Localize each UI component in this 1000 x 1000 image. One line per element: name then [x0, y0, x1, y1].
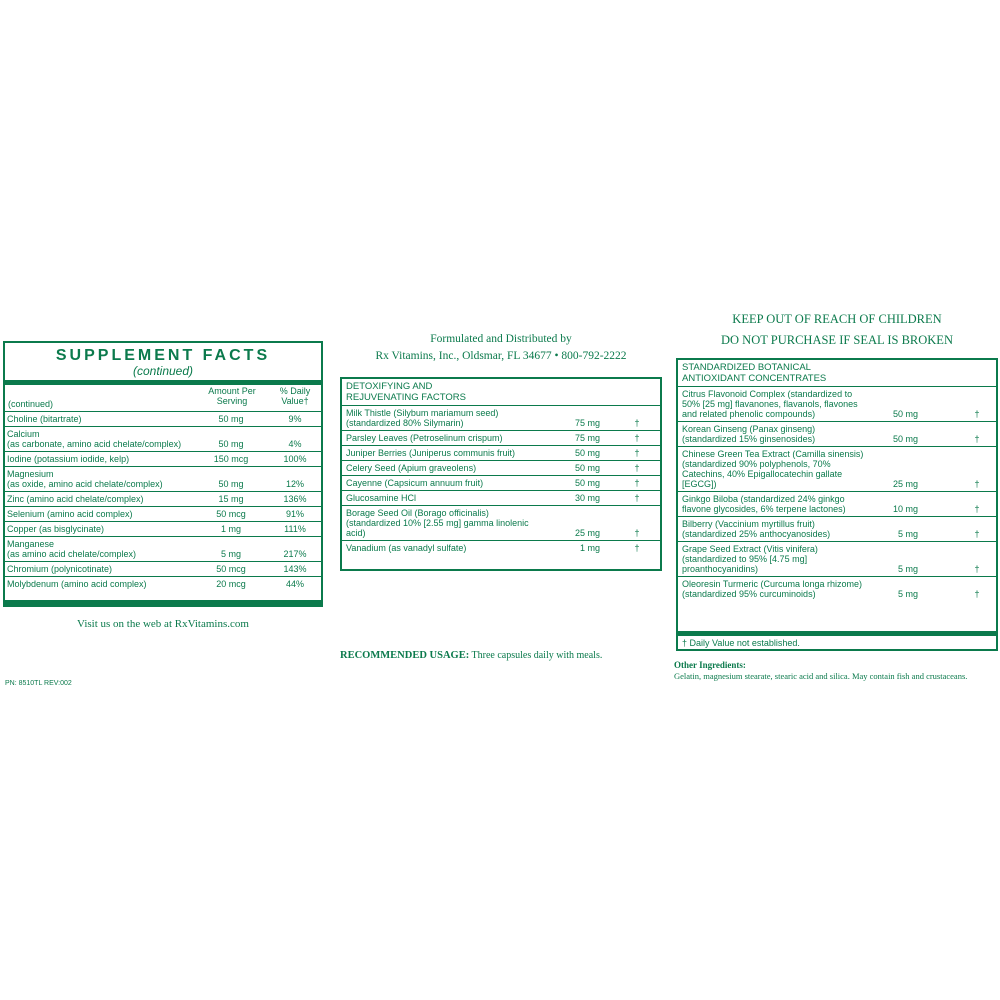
- ingredient-name: Vanadium (as vanadyl sulfate): [346, 543, 467, 553]
- ingredient-row: [678, 387, 996, 422]
- ingredient-daily-value: †: [634, 448, 640, 458]
- nutrient-name: Molybdenum (amino acid complex): [7, 579, 147, 589]
- ingredient-name: Parsley Leaves (Petroselinum crispum): [346, 433, 503, 443]
- distributor-line2: Rx Vitamins, Inc., Oldsmar, FL 34677 • 800-792-2222: [375, 350, 627, 362]
- ingredient-row: [342, 491, 660, 506]
- nutrient-name: Manganese (as amino acid chelate/complex): [7, 539, 137, 559]
- nutrient-name: Magnesium (as oxide, amino acid chelate/complex): [7, 469, 163, 489]
- supplement-facts-subtitle: (continued): [132, 364, 194, 378]
- ingredient-amount: 50 mg: [574, 448, 600, 458]
- nutrient-name: Selenium (amino acid complex): [7, 509, 133, 519]
- ingredient-daily-value: †: [974, 589, 980, 599]
- ingredient-name: Cayenne (Capsicum annuum fruit): [346, 478, 484, 488]
- botanical-panel: [676, 358, 998, 651]
- ingredient-daily-value: †: [634, 433, 640, 443]
- nutrient-name: Zinc (amino acid chelate/complex): [7, 494, 144, 504]
- ingredient-amount: 25 mg: [574, 528, 600, 538]
- nutrient-amount: 1 mg: [220, 524, 241, 534]
- sf-row: [5, 452, 321, 467]
- ingredient-amount: 5 mg: [897, 564, 918, 574]
- nutrient-daily-value: 100%: [283, 454, 307, 464]
- nutrient-name: Chromium (polynicotinate): [7, 564, 113, 574]
- ingredient-row: [342, 431, 660, 446]
- detox-panel: [340, 377, 662, 571]
- col-amount: Amount Per Serving: [208, 386, 256, 406]
- ingredient-row: [342, 506, 660, 541]
- ingredient-amount: 30 mg: [574, 493, 600, 503]
- ingredient-row: [678, 492, 996, 517]
- nutrient-amount: 150 mcg: [213, 454, 249, 464]
- sf-row: [5, 427, 321, 452]
- nutrient-daily-value: 44%: [285, 579, 304, 589]
- detox-rows: [342, 406, 660, 555]
- ingredient-row: [342, 461, 660, 476]
- botanical-header: STANDARDIZED BOTANICAL ANTIOXIDANT CONCENTRATES: [678, 360, 996, 387]
- ingredient-name: Ginkgo Biloba (standardized 24% ginkgo flavone glycosides, 6% terpene lactones): [682, 494, 846, 514]
- ingredient-daily-value: †: [974, 564, 980, 574]
- nutrient-amount: 5 mg: [220, 549, 241, 559]
- ingredient-row: [678, 577, 996, 601]
- warning-children: KEEP OUT OF REACH OF CHILDREN: [732, 312, 942, 326]
- ingredient-name: Korean Ginseng (Panax ginseng) (standardized 15% ginsenosides): [682, 424, 816, 444]
- nutrient-daily-value: 136%: [283, 494, 307, 504]
- nutrient-daily-value: 9%: [288, 414, 302, 424]
- ingredient-name: Celery Seed (Apium graveolens): [346, 463, 477, 473]
- ingredient-name: Glucosamine HCl: [346, 493, 417, 503]
- nutrient-amount: 20 mcg: [216, 579, 246, 589]
- ingredient-daily-value: †: [974, 529, 980, 539]
- nutrient-daily-value: 111%: [284, 524, 306, 534]
- ingredient-name: Chinese Green Tea Extract (Camilla sinensis) (standardized 90% polyphenols, 70% Catechins, 40% Epigallocatechin gallate [EGCG]): [682, 449, 864, 489]
- ingredient-name: Citrus Flavonoid Complex (standardized to 50% [25 mg] flavanones, flavanols, flavones and related phenolic compounds): [682, 389, 858, 419]
- ingredient-amount: 1 mg: [579, 543, 600, 553]
- sf-row: [5, 412, 321, 427]
- ingredient-daily-value: †: [634, 478, 640, 488]
- ingredient-daily-value: †: [634, 493, 640, 503]
- ingredient-row: [678, 542, 996, 577]
- ingredient-daily-value: †: [634, 543, 640, 553]
- ingredient-amount: 10 mg: [892, 504, 918, 514]
- ingredient-daily-value: †: [974, 504, 980, 514]
- nutrient-daily-value: 4%: [288, 439, 302, 449]
- ingredient-amount: 75 mg: [574, 433, 600, 443]
- nutrient-name: Copper (as bisglycinate): [7, 524, 105, 534]
- ingredient-daily-value: †: [974, 479, 980, 489]
- nutrient-name: Calcium (as carbonate, amino acid chelate/complex): [7, 429, 182, 449]
- ingredient-name: Juniper Berries (Juniperus communis fruit): [346, 448, 516, 458]
- ingredient-row: [342, 541, 660, 555]
- nutrient-name: Choline (bitartrate): [7, 414, 82, 424]
- ingredient-daily-value: †: [634, 528, 640, 538]
- sf-column-headers: [5, 385, 321, 412]
- nutrient-amount: 50 mg: [218, 414, 244, 424]
- ingredient-row: [678, 447, 996, 492]
- sf-row: [5, 467, 321, 492]
- ingredient-amount: 50 mg: [574, 478, 600, 488]
- other-ingredients-label: Other Ingredients:: [674, 660, 746, 670]
- ingredient-amount: 50 mg: [892, 409, 918, 419]
- nutrient-amount: 50 mcg: [216, 564, 246, 574]
- nutrient-amount: 50 mg: [218, 439, 244, 449]
- ingredient-name: Oleoresin Turmeric (Curcuma longa rhizome) (standardized 95% curcuminoids): [682, 579, 863, 599]
- sf-row: [5, 562, 321, 577]
- recommended-usage: [340, 650, 662, 661]
- nutrient-daily-value: 12%: [285, 479, 304, 489]
- distributor-line1: Formulated and Distributed by: [430, 333, 572, 345]
- nutrient-daily-value: 91%: [285, 509, 304, 519]
- sf-row: [5, 522, 321, 537]
- ingredient-name: Milk Thistle (Silybum mariamum seed) (standardized 80% Silymarin): [346, 408, 499, 428]
- ingredient-row: [342, 476, 660, 491]
- ingredient-daily-value: †: [974, 434, 980, 444]
- botanical-rows: [678, 387, 996, 601]
- sf-row: [5, 537, 321, 562]
- warnings: [676, 309, 998, 351]
- part-number: PN: 8510TL REV:002: [5, 680, 72, 687]
- ingredient-amount: 50 mg: [574, 463, 600, 473]
- nutrient-name: Iodine (potassium iodide, kelp): [7, 454, 130, 464]
- distributor-info: [340, 331, 662, 365]
- sf-row: [5, 507, 321, 522]
- ingredient-amount: 25 mg: [892, 479, 918, 489]
- ingredient-daily-value: †: [634, 418, 640, 428]
- daily-value-footnote: † Daily Value not established.: [682, 638, 800, 648]
- col-continued: (continued): [8, 399, 54, 409]
- ingredient-name: Bilberry (Vaccinium myrtillus fruit) (standardized 25% anthocyanosides): [682, 519, 831, 539]
- thick-divider-botanical: [678, 631, 996, 636]
- ingredient-amount: 5 mg: [897, 589, 918, 599]
- ingredient-row: [678, 517, 996, 542]
- supplement-facts-title: SUPPLEMENT FACTS: [55, 347, 271, 364]
- ingredient-daily-value: †: [634, 463, 640, 473]
- warning-seal: DO NOT PURCHASE IF SEAL IS BROKEN: [721, 333, 953, 347]
- ingredient-row: [678, 422, 996, 447]
- sf-row: [5, 577, 321, 591]
- ingredient-amount: 75 mg: [574, 418, 600, 428]
- nutrient-amount: 50 mg: [218, 479, 244, 489]
- nutrient-daily-value: 143%: [283, 564, 307, 574]
- ingredient-row: [342, 446, 660, 461]
- thick-divider-bottom: [5, 600, 321, 605]
- ingredient-amount: 50 mg: [892, 434, 918, 444]
- usage-text: Three capsules daily with meals.: [471, 650, 603, 661]
- supplement-facts-panel: [3, 341, 323, 607]
- ingredient-amount: 5 mg: [897, 529, 918, 539]
- col-daily-value: % Daily Value†: [279, 386, 311, 406]
- ingredient-name: Borage Seed Oil (Borago officinalis) (standardized 10% [2.55 mg] gamma linolenic acid): [346, 508, 529, 538]
- nutrient-daily-value: 217%: [283, 549, 307, 559]
- other-ingredients-text: Gelatin, magnesium stearate, stearic acid and silica. May contain fish and crustaceans.: [674, 671, 968, 681]
- nutrient-amount: 15 mg: [218, 494, 244, 504]
- usage-label: RECOMMENDED USAGE:: [340, 650, 470, 661]
- other-ingredients: [674, 660, 1000, 682]
- ingredient-daily-value: †: [974, 409, 980, 419]
- sf-rows: [5, 412, 321, 591]
- detox-header: DETOXIFYING AND REJUVENATING FACTORS: [342, 379, 660, 406]
- website-text: Visit us on the web at RxVitamins.com: [77, 618, 249, 630]
- nutrient-amount: 50 mcg: [216, 509, 246, 519]
- ingredient-name: Grape Seed Extract (Vitis vinifera) (standardized to 95% [4.75 mg] proanthocyanidins): [682, 544, 818, 574]
- sf-row: [5, 492, 321, 507]
- ingredient-row: [342, 406, 660, 431]
